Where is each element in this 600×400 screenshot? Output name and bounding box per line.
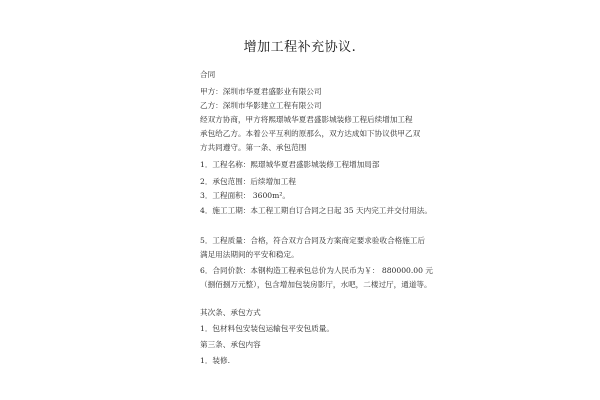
article-3-item-1: 1．装修. xyxy=(200,356,231,365)
party-a-line: 甲方：深圳市华夏君盛影业有限公司 xyxy=(200,87,322,96)
clause-quality-cont: 满足用法期间的平安和稳定。 xyxy=(200,250,299,259)
document-title: 增加工程补充协议. xyxy=(243,40,357,55)
clause-area: 3．工程面积： 3600m²。 xyxy=(200,191,290,200)
clause-project-name: 1．工程名称：熙璟城华夏君盛影城装修工程增加局部 xyxy=(200,160,380,169)
clause-scope: 2．承包范围：后续增加工程 xyxy=(200,177,296,186)
clause-price-cont: （捌佰捌万元整），包含增加包装房影厅，水吧，二楼过厅，通道等。 xyxy=(200,280,432,289)
article-2-heading: 其次条、承包方式 xyxy=(200,308,261,317)
intro-line-3: 方共同遵守。第一条、承包范围 xyxy=(200,143,307,152)
article-3-heading: 第三条、承包内容 xyxy=(200,340,261,349)
party-b-line: 乙方：深圳市华影建立工程有限公司 xyxy=(200,101,322,110)
intro-line-1: 经双方协商，甲方将熙璟城华夏君盛影城装修工程后续增加工程 xyxy=(200,115,413,124)
clause-schedule: 4．施工工期：本工程工期自订合同之日起 35 天内完工并交付用法。 xyxy=(200,206,432,215)
clause-price: 6．合同价款：本钢构造工程承包总价为人民币为￥： 880000.00 元 xyxy=(200,266,433,275)
contract-label: 合同 xyxy=(200,70,216,79)
intro-line-2: 承包给乙方。本着公平互利的原那么，双方达成如下协议供甲乙双 xyxy=(200,129,421,138)
article-2-item-1: 1．包材料包安装包运输包平安包质量。 xyxy=(200,324,334,333)
clause-quality: 5．工程质量：合格，符合双方合同及方案商定要求验收合格施工后 xyxy=(200,236,426,245)
